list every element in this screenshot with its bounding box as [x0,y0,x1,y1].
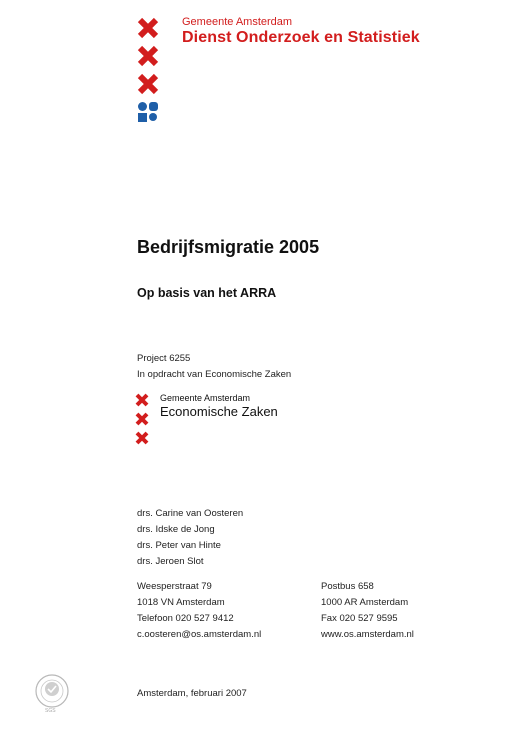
header-org-main: Dienst Onderzoek en Statistiek [182,29,420,46]
os-logo-icon [137,101,159,123]
publication-date: Amsterdam, februari 2007 [137,688,247,699]
cross-icon [137,73,159,95]
postbus: Postbus 658 [321,581,374,592]
cross-icon [135,431,149,445]
commission-line: In opdracht van Economische Zaken [137,369,292,380]
address-city: 1018 VN Amsterdam [137,597,225,608]
seal-label: SGS [45,708,56,714]
cross-icon [135,412,149,426]
fax-number: Fax 020 527 9595 [321,613,398,624]
document-title: Bedrijfsmigratie 2005 [137,237,320,257]
sgs-certification-seal-icon [34,673,70,709]
website: www.os.amsterdam.nl [321,629,414,640]
client-org-small: Gemeente Amsterdam [160,393,251,403]
cross-icon [135,393,149,407]
cross-icon [137,17,159,39]
postal-city: 1000 AR Amsterdam [321,597,409,608]
cross-icon [137,45,159,67]
phone-number: Telefoon 020 527 9412 [137,613,234,624]
author-name: drs. Peter van Hinte [137,540,221,551]
header-org-small: Gemeente Amsterdam [182,16,293,28]
address-street: Weesperstraat 79 [137,581,212,592]
project-number: Project 6255 [137,353,191,364]
client-org-main: Economische Zaken [160,404,278,419]
author-name: drs. Carine van Oosteren [137,508,244,519]
author-name: drs. Jeroen Slot [137,556,204,567]
document-subtitle: Op basis van het ARRA [137,286,277,300]
email-address: c.oosteren@os.amsterdam.nl [137,629,262,640]
author-name: drs. Idske de Jong [137,524,215,535]
